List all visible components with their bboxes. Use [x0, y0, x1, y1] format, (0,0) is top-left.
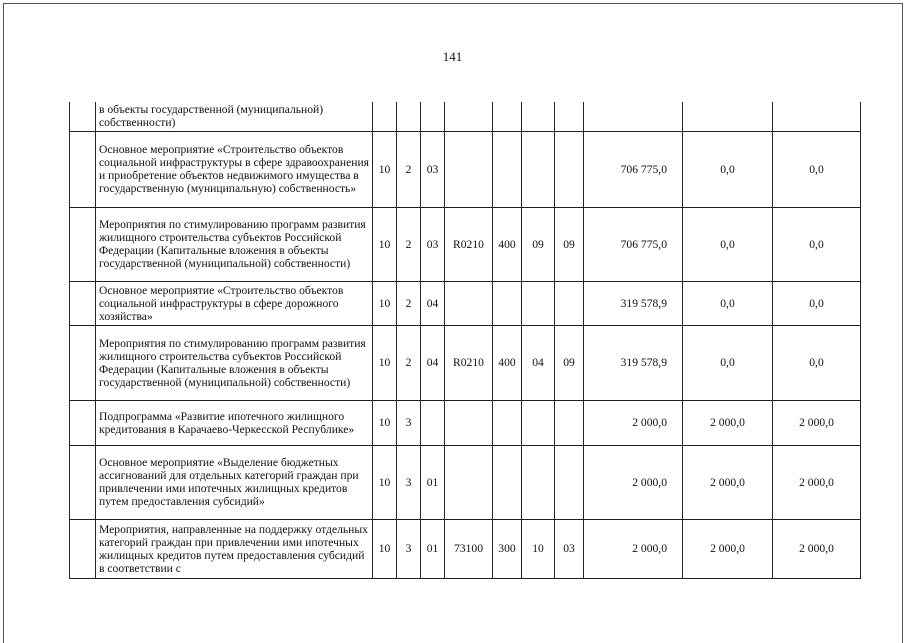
code-cell: 2	[397, 281, 421, 325]
table-row	[70, 325, 861, 400]
code-cell: 04	[421, 325, 445, 400]
code-cell	[555, 445, 584, 519]
code-cell	[555, 102, 584, 131]
amount-cell: 2 000,0	[683, 445, 773, 519]
row-index-cell	[70, 400, 96, 445]
amount-cell	[584, 102, 683, 131]
amount-cell: 0,0	[773, 207, 861, 281]
code-cell	[493, 445, 522, 519]
code-cell	[373, 102, 397, 131]
code-cell	[445, 445, 493, 519]
item-name: Основное мероприятие «Строительство объектов социальной инфраструктуры в сфере дорожного хозяйства»	[96, 281, 373, 325]
code-cell: 2	[397, 207, 421, 281]
code-cell: R0210	[445, 325, 493, 400]
code-cell: 03	[421, 131, 445, 207]
code-cell	[555, 281, 584, 325]
budget-table	[69, 102, 861, 579]
amount-cell: 0,0	[683, 281, 773, 325]
code-cell	[522, 400, 555, 445]
page-number: 141	[442, 49, 463, 64]
code-cell	[522, 445, 555, 519]
amount-cell: 2 000,0	[584, 445, 683, 519]
code-cell: 400	[493, 207, 522, 281]
code-cell: 09	[555, 325, 584, 400]
code-cell	[445, 281, 493, 325]
row-index-cell	[70, 281, 96, 325]
amount-cell: 2 000,0	[773, 519, 861, 578]
table-row	[70, 281, 861, 325]
code-cell	[493, 102, 522, 131]
row-index-cell	[70, 207, 96, 281]
item-name: в объекты государственной (муниципальной) собственности)	[96, 102, 373, 131]
amount-cell: 319 578,9	[584, 281, 683, 325]
item-name: Мероприятия, направленные на поддержку отдельных категорий граждан при привлечении ими ипотечных жилищных кредитов путем предоставления субсидий в соответствии с	[96, 519, 373, 578]
code-cell	[555, 131, 584, 207]
item-name: Основное мероприятие «Выделение бюджетных ассигнований для отдельных категорий граждан при привлечении ими ипотечных жилищных кредитов путем предоставления субсидий»	[96, 445, 373, 519]
code-cell	[522, 102, 555, 131]
code-cell: 3	[397, 445, 421, 519]
code-cell: 10	[373, 519, 397, 578]
code-cell: 2	[397, 131, 421, 207]
amount-cell: 2 000,0	[683, 400, 773, 445]
code-cell: 04	[522, 325, 555, 400]
code-cell	[522, 281, 555, 325]
row-index-cell	[70, 445, 96, 519]
item-name: Подпрограмма «Развитие ипотечного жилищного кредитования в Карачаево-Черкесской Республике»	[96, 400, 373, 445]
item-name: Мероприятия по стимулированию программ развития жилищного строительства субъектов Российской Федерации (Капитальные вложения в объекты государственной (муниципальной) собственности)	[96, 325, 373, 400]
amount-cell: 2 000,0	[584, 519, 683, 578]
code-cell: 03	[421, 207, 445, 281]
code-cell	[445, 131, 493, 207]
amount-cell: 2 000,0	[584, 400, 683, 445]
row-index-cell	[70, 131, 96, 207]
code-cell: 400	[493, 325, 522, 400]
row-index-cell	[70, 325, 96, 400]
amount-cell: 0,0	[773, 281, 861, 325]
code-cell: 09	[555, 207, 584, 281]
table-row	[70, 400, 861, 445]
code-cell: 01	[421, 445, 445, 519]
amount-cell: 2 000,0	[773, 400, 861, 445]
table-row	[70, 207, 861, 281]
table-row	[70, 131, 861, 207]
amount-cell: 0,0	[773, 131, 861, 207]
code-cell	[445, 400, 493, 445]
code-cell: 04	[421, 281, 445, 325]
amount-cell: 706 775,0	[584, 131, 683, 207]
code-cell	[421, 400, 445, 445]
code-cell: R0210	[445, 207, 493, 281]
amount-cell: 0,0	[683, 207, 773, 281]
table-row	[70, 519, 861, 578]
item-name: Мероприятия по стимулированию программ развития жилищного строительства субъектов Российской Федерации (Капитальные вложения в объекты государственной (муниципальной) собственности)	[96, 207, 373, 281]
amount-cell: 2 000,0	[683, 519, 773, 578]
row-index-cell	[70, 102, 96, 131]
code-cell: 3	[397, 519, 421, 578]
code-cell: 73100	[445, 519, 493, 578]
code-cell: 10	[522, 519, 555, 578]
code-cell: 10	[373, 325, 397, 400]
code-cell: 3	[397, 400, 421, 445]
code-cell: 2	[397, 325, 421, 400]
item-name: Основное мероприятие «Строительство объектов социальной инфраструктуры в сфере здравоохранения и приобретение объектов недвижимого имущества в государственную (муниципальную) собственность»	[96, 131, 373, 207]
code-cell	[493, 400, 522, 445]
code-cell	[522, 131, 555, 207]
amount-cell	[683, 102, 773, 131]
code-cell	[555, 400, 584, 445]
code-cell: 10	[373, 400, 397, 445]
code-cell	[397, 102, 421, 131]
code-cell: 03	[555, 519, 584, 578]
code-cell	[421, 102, 445, 131]
amount-cell: 2 000,0	[773, 445, 861, 519]
row-index-cell	[70, 519, 96, 578]
code-cell: 01	[421, 519, 445, 578]
amount-cell: 0,0	[683, 131, 773, 207]
code-cell: 10	[373, 445, 397, 519]
amount-cell: 319 578,9	[584, 325, 683, 400]
code-cell	[445, 102, 493, 131]
code-cell: 10	[373, 131, 397, 207]
amount-cell	[773, 102, 861, 131]
code-cell: 10	[373, 207, 397, 281]
table-row	[70, 445, 861, 519]
amount-cell: 0,0	[773, 325, 861, 400]
code-cell: 10	[373, 281, 397, 325]
table-row	[70, 102, 861, 131]
code-cell: 300	[493, 519, 522, 578]
amount-cell: 0,0	[683, 325, 773, 400]
amount-cell: 706 775,0	[584, 207, 683, 281]
code-cell	[493, 281, 522, 325]
code-cell	[493, 131, 522, 207]
code-cell: 09	[522, 207, 555, 281]
